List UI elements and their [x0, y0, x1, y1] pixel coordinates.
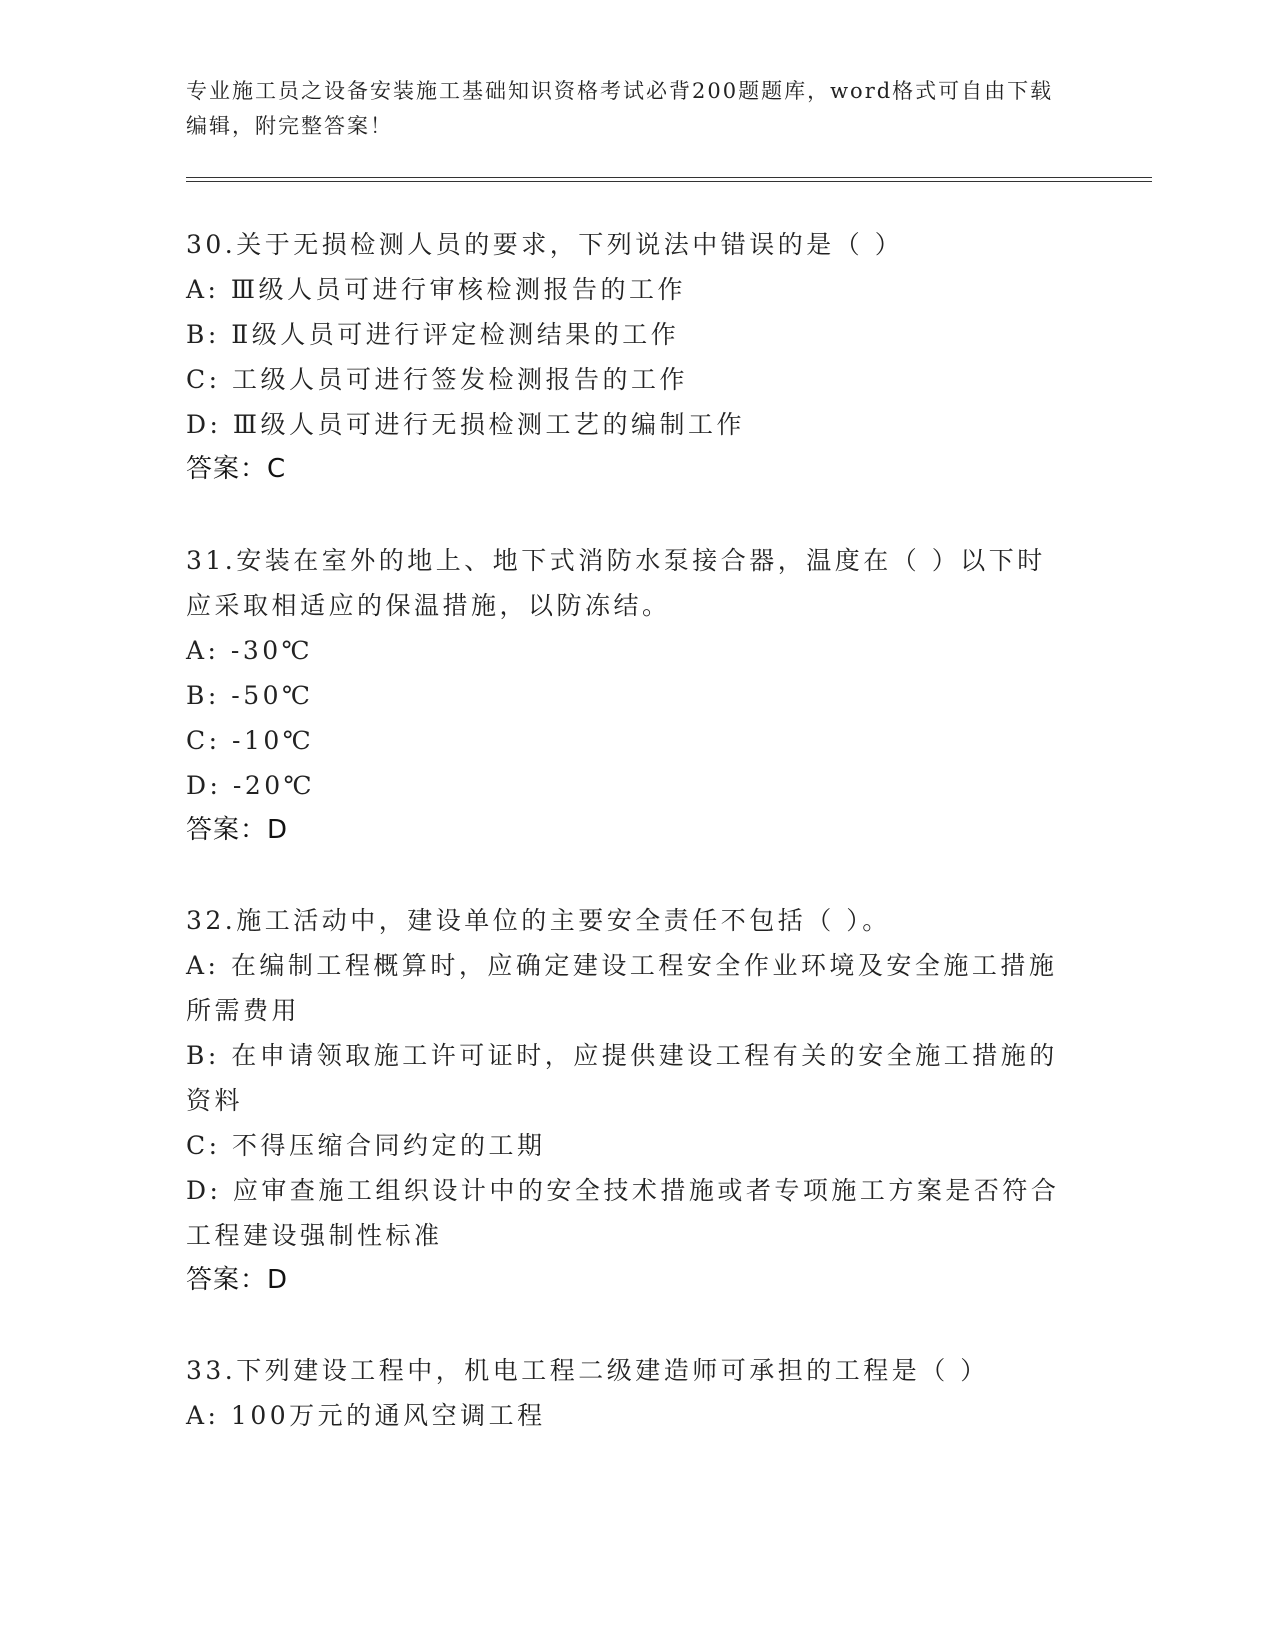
option-a: A: 100万元的通风空调工程	[186, 1401, 546, 1430]
option-c: C: -10℃	[186, 726, 315, 755]
option-b: B: -50℃	[186, 681, 314, 710]
option-b-line: 资料	[186, 1086, 244, 1115]
question-stem-line: 31.安装在室外的地上、地下式消防水泵接合器，温度在（ ）以下时	[186, 546, 1046, 575]
question-stem: 30.关于无损检测人员的要求，下列说法中错误的是（ ）	[186, 230, 904, 259]
option-a-line: A: 在编制工程概算时，应确定建设工程安全作业环境及安全施工措施	[186, 951, 1058, 980]
question-stem-line: 应采取相适应的保温措施，以防冻结。	[186, 591, 671, 620]
answer: 答案：D	[186, 815, 289, 845]
question-33	[186, 1348, 1066, 1438]
option-d: D: Ⅲ级人员可进行无损检测工艺的编制工作	[186, 410, 746, 439]
question-stem: 33.下列建设工程中，机电工程二级建造师可承担的工程是（ ）	[186, 1356, 989, 1385]
option-a-line: 所需费用	[186, 996, 301, 1025]
header-divider	[186, 177, 1152, 182]
question-30	[186, 222, 1066, 492]
document-header-text: 专业施工员之设备安装施工基础知识资格考试必背200题题库，word格式可自由下载编辑，附完整答案！	[186, 79, 1054, 138]
question-32	[186, 898, 1066, 1303]
option-c: C: 不得压缩合同约定的工期	[186, 1131, 546, 1160]
option-b-line: B: 在申请领取施工许可证时，应提供建设工程有关的安全施工措施的	[186, 1041, 1058, 1070]
option-c: C: 工级人员可进行签发检测报告的工作	[186, 365, 688, 394]
answer: 答案：D	[186, 1265, 289, 1295]
answer: 答案：C	[186, 454, 287, 484]
option-d: D: -20℃	[186, 771, 316, 800]
option-a: A: -30℃	[186, 636, 314, 665]
option-d-line: D: 应审查施工组织设计中的安全技术措施或者专项施工方案是否符合	[186, 1176, 1060, 1205]
option-b: B: Ⅱ级人员可进行评定检测结果的工作	[186, 320, 680, 349]
question-stem: 32.施工活动中，建设单位的主要安全责任不包括（ ）。	[186, 906, 891, 935]
question-31	[186, 538, 1066, 853]
option-d-line: 工程建设强制性标准	[186, 1221, 443, 1250]
option-a: A: Ⅲ级人员可进行审核检测报告的工作	[186, 275, 687, 304]
